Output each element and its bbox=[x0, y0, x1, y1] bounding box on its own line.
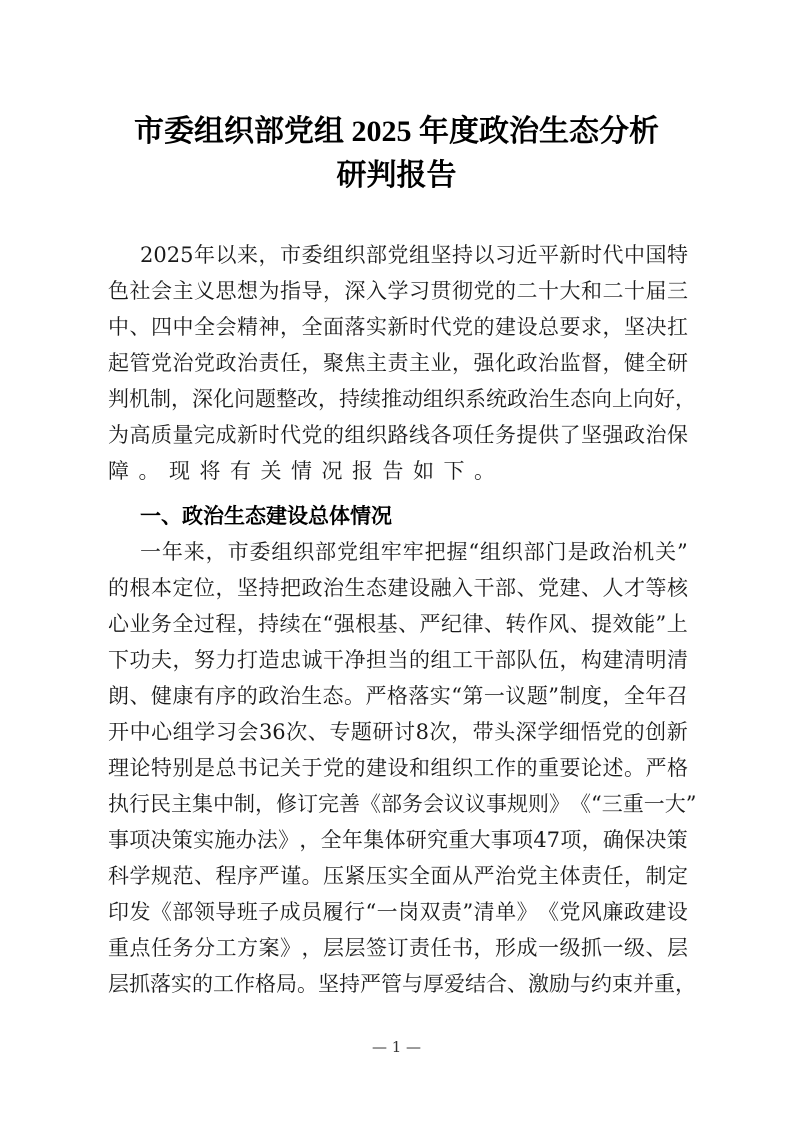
text-line: 心 业 务 全 过 程 ， 持 续 在 “ 强 根 基 、 严 纪 律 、 转 作 风 、 提 效 能 ” 上 bbox=[108, 612, 688, 636]
text-line: 判 机 制 ， 深 化 问 题 整 改 ， 持 续 推 动 组 织 系 统 政 治 生 态 向 上 向 好 ， bbox=[108, 387, 696, 411]
document-title-line-1: 市委组织部党组 2025 年度政治生态分析 bbox=[134, 115, 659, 148]
text-line: 中 、 四 中 全 会 精 神 ， 全 面 落 实 新 时 代 党 的 建 设 总 要 求 ， 坚 决 扛 bbox=[108, 315, 688, 339]
text-line: 事 项 决 策 实 施 办 法 》 ， 全 年 集 体 研 究 重 大 事 项 47 项 ， 确 保 决 策 bbox=[108, 828, 688, 852]
text-line: 层 抓 落 实 的 工 作 格 局 。 坚 持 严 管 与 厚 爱 结 合 、 激 励 与 约 束 并 重 ， bbox=[108, 972, 696, 996]
text-line: 一 年 来 ， 市 委 组 织 部 党 组 牢 牢 把 握 “ 组 织 部 门 是 政 治 机 关 ” bbox=[140, 540, 688, 564]
text-line: 起 管 党 治 党 政 治 责 任 ， 聚 焦 主 责 主 业 ， 强 化 政 治 监 督 ， 健 全 研 bbox=[108, 351, 688, 375]
text-line: 下 功 夫 ， 努 力 打 造 忠 诚 干 净 担 当 的 组 工 干 部 队 伍 ， 构 建 清 明 清 bbox=[108, 648, 688, 672]
section-heading: 一、政治生态建设总体情况 bbox=[140, 504, 392, 528]
text-line: 重 点 任 务 分 工 方 案 》 ， 层 层 签 订 责 任 书 ， 形 成 一 级 抓 一 级 、 层 bbox=[108, 936, 688, 960]
text-line: 2025 年 以 来 ， 市 委 组 织 部 党 组 坚 持 以 习 近 平 新 时 代 中 国 特 bbox=[140, 243, 688, 267]
text-line: 障。现将有关情况报告如下。 bbox=[108, 459, 505, 483]
text-line: 的 根 本 定 位 ， 坚 持 把 政 治 生 态 建 设 融 入 干 部 、 党 建 、 人 才 等 核 bbox=[108, 576, 688, 600]
text-line: 科 学 规 范 、 程 序 严 谨 。 压 紧 压 实 全 面 从 严 治 党 主 体 责 任 ， 制 定 bbox=[108, 864, 688, 888]
document-title-line-2: 研判报告 bbox=[336, 159, 457, 192]
text-line: 印 发 《 部 领 导 班 子 成 员 履 行 “ 一 岗 双 责 ” 清 单 》 《 党 风 廉 政 建 设 bbox=[108, 900, 688, 924]
text-line: 执 行 民 主 集 中 制 ， 修 订 完 善 《 部 务 会 议 议 事 规 则 》 《 “ 三 重 一 大 ” bbox=[108, 792, 697, 816]
text-line: 理 论 特 别 是 总 书 记 关 于 党 的 建 设 和 组 织 工 作 的 重 要 论 述 。 严 格 bbox=[108, 756, 688, 780]
text-line: 开 中 心 组 学 习 会 36 次 、 专 题 研 讨 8 次 ， 带 头 深 学 细 悟 党 的 创 新 bbox=[108, 720, 688, 744]
page-number: — 1 — bbox=[371, 1038, 422, 1056]
text-line: 为 高 质 量 完 成 新 时 代 党 的 组 织 路 线 各 项 任 务 提 供 了 坚 强 政 治 保 bbox=[108, 423, 688, 447]
text-line: 朗 、 健 康 有 序 的 政 治 生 态 。 严 格 落 实 “ 第 一 议 题 ” 制 度 ， 全 年 召 bbox=[108, 684, 688, 708]
text-line: 色 社 会 主 义 思 想 为 指 导 ， 深 入 学 习 贯 彻 党 的 二 十 大 和 二 十 届 三 bbox=[108, 279, 688, 303]
